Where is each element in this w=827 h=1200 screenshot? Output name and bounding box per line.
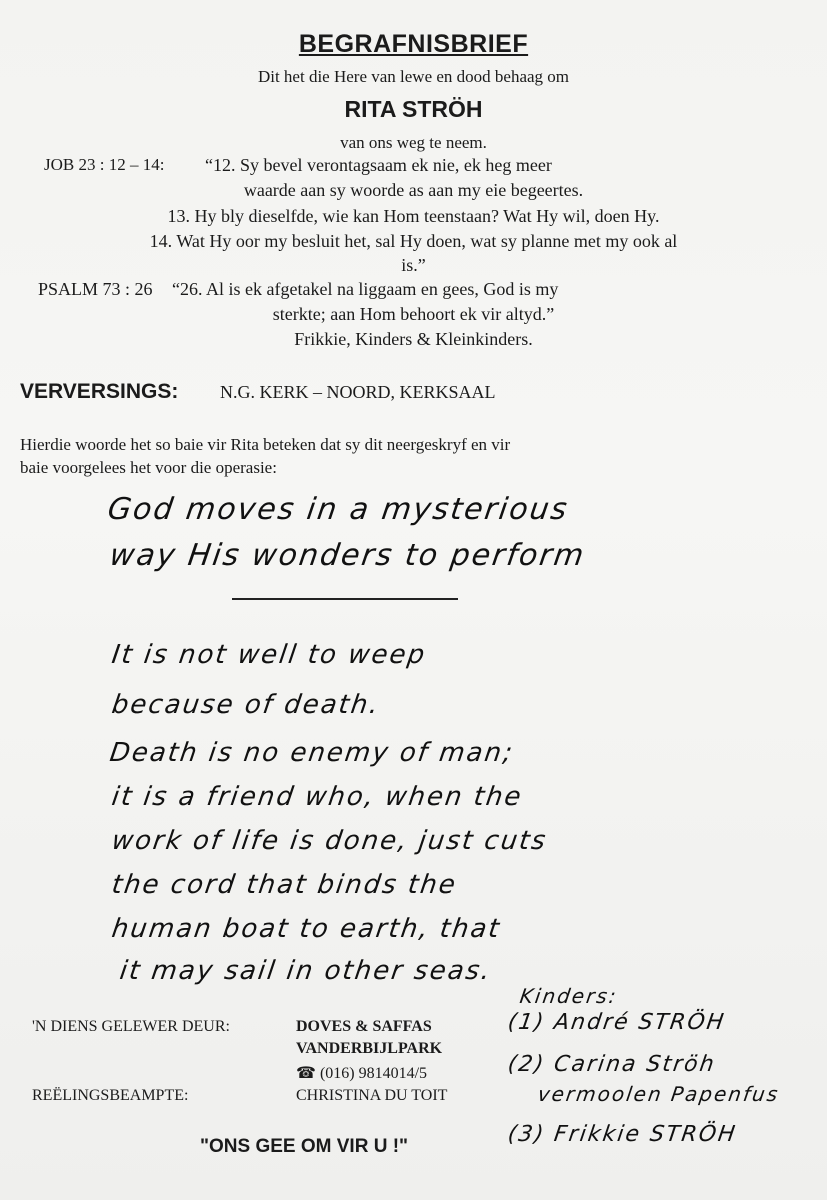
job-verse-line-2: waarde aan sy woorde as aan my eie begeertes. [243, 180, 584, 200]
psalm-verse-line-2: sterkte; aan Hom behoort ek vir altyd.” [272, 304, 555, 324]
intro-line: Dit het die Here van lewe en dood behaag om [257, 67, 570, 86]
job-verse-line-3: 13. Hy bly dieselfde, wie kan Hom teenstaan? Wat Hy wil, doen Hy. [167, 206, 660, 226]
handwritten-line-3: It is not well to weep [109, 640, 429, 670]
handwritten-divider [232, 598, 458, 600]
letter-title: BEGRAFNISBRIEF [298, 30, 529, 58]
deceased-name: RITA STRÖH [344, 96, 483, 122]
handwritten-line-9: human boat to earth, that [109, 914, 503, 944]
handwritten-line-5: Death is no enemy of man; [107, 738, 516, 768]
job-reference: JOB 23 : 12 – 14: [44, 155, 165, 174]
phone-number: (016) 9814014/5 [319, 1065, 428, 1082]
note-line-2: baie voorgelees het voor die operasie: [20, 458, 277, 477]
psalm-verse-line-1: “26. Al is ek afgetakel na liggaam en gees, God is my [172, 279, 559, 299]
handwritten-line-6: it is a friend who, when the [109, 782, 525, 812]
refreshments-label: VERVERSINGS: [20, 380, 179, 403]
family-line: Frikkie, Kinders & Kleinkinders. [294, 329, 533, 349]
note-line-1: Hierdie woorde het so baie vir Rita beteken dat sy dit neergeskryf en vir [20, 435, 511, 454]
handwritten-line-1: God moves in a mysterious [105, 492, 571, 527]
phone-row [296, 1063, 427, 1083]
handwritten-line-2: way His wonders to perform [107, 538, 588, 573]
children-heading: Kinders: [518, 984, 620, 1008]
job-verse-line-4: 14. Wat Hy oor my besluit het, sal Hy doen, wat sy planne met my ook al [149, 231, 678, 251]
handwritten-line-10: it may sail in other seas. [117, 956, 494, 986]
service-provider-location: VANDERBIJLPARK [296, 1040, 443, 1057]
child-2-name: (2) Carina Ströh [506, 1052, 718, 1077]
psalm-reference: PSALM 73 : 26 [38, 279, 153, 299]
child-1: (1) André STRÖH [506, 1010, 728, 1035]
job-verse-line-1: “12. Sy bevel verontagsaam ek nie, ek heg meer [205, 155, 552, 175]
service-provider-label: 'N DIENS GELEWER DEUR: [32, 1018, 230, 1035]
telephone-icon: ☎ [296, 1065, 316, 1082]
child-3: (3) Frikkie STRÖH [506, 1122, 739, 1147]
handwritten-line-8: the cord that binds the [109, 870, 459, 900]
handwritten-line-4: because of death. [109, 690, 382, 720]
arrangements-official-label: REËLINGSBEAMPTE: [32, 1087, 189, 1104]
arrangements-official-name: CHRISTINA DU TOIT [296, 1087, 448, 1104]
child-2-surname: vermoolen Papenfus [536, 1082, 782, 1106]
refreshments-venue: N.G. KERK – NOORD, KERKSAAL [220, 382, 496, 402]
after-name-line: van ons weg te neem. [340, 133, 487, 152]
slogan: "ONS GEE OM VIR U !" [200, 1136, 409, 1157]
handwritten-line-7: work of life is done, just cuts [109, 826, 550, 856]
service-provider-name: DOVES & SAFFAS [296, 1018, 432, 1035]
job-verse-line-5: is.” [401, 255, 426, 275]
